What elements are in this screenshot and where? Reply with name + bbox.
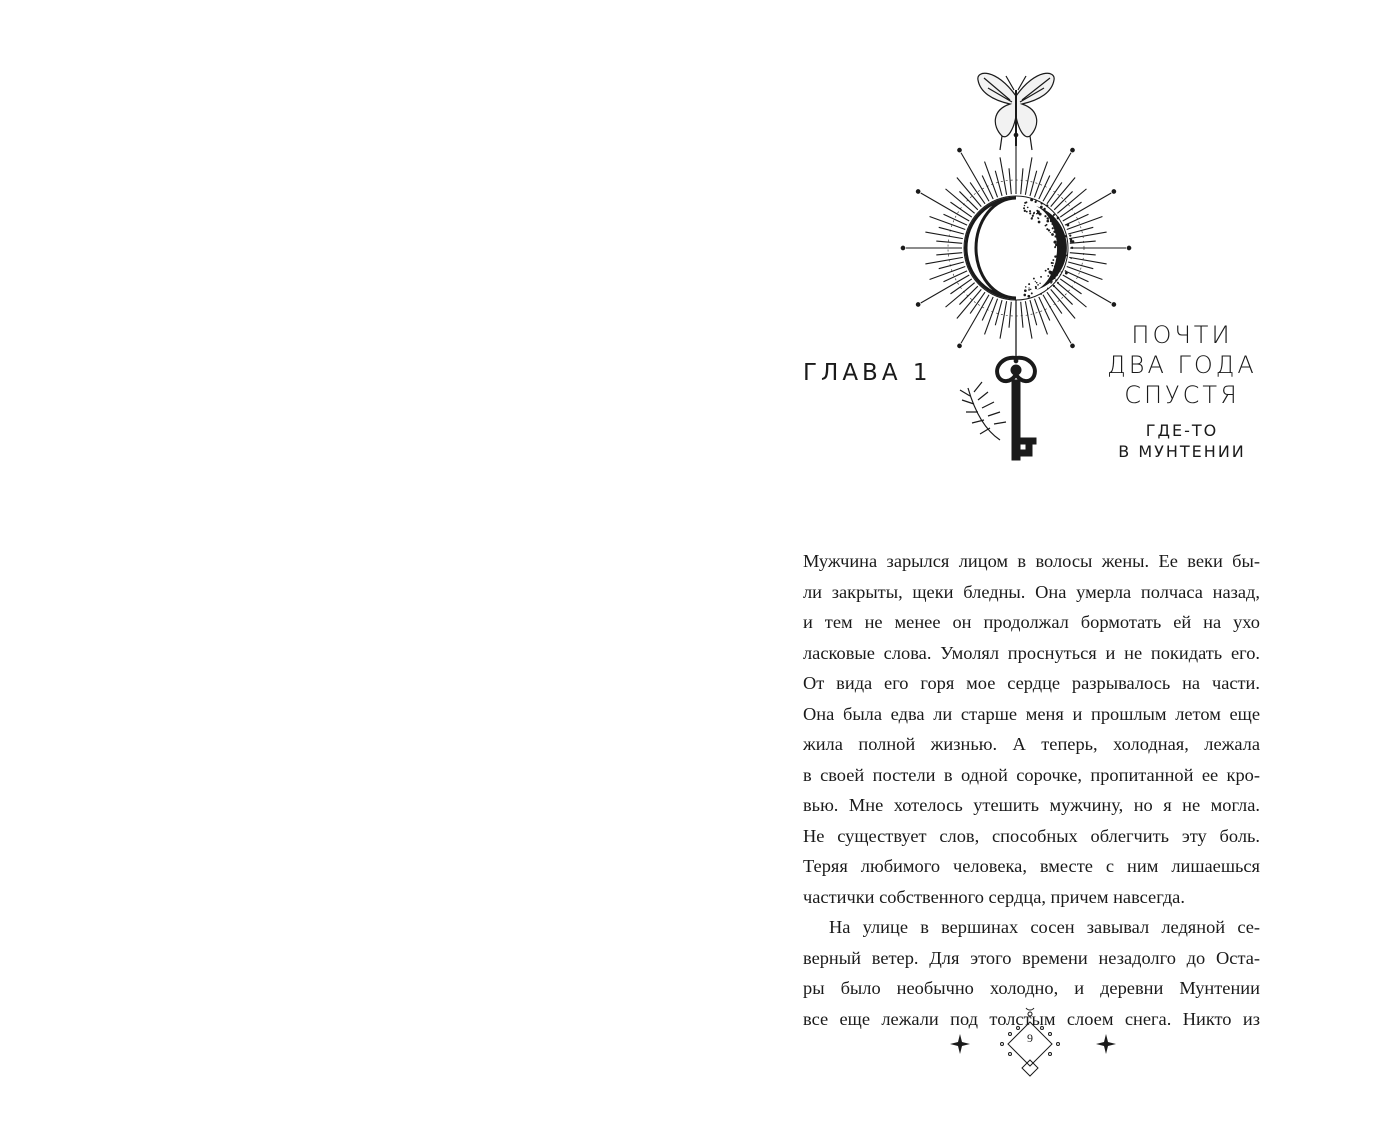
page-number: 9: [1027, 1031, 1033, 1045]
text-line: Не существует слов, способных облегчить эту боль.: [803, 825, 1260, 846]
text-line: верный ветер. Для этого времени незадолго до Оста-: [803, 947, 1260, 968]
text-line: ласковые слова. Умолял проснуться и не покидать его.: [803, 642, 1260, 663]
chapter-subtitle-line: В МУНТЕНИИ: [1118, 442, 1246, 461]
text-line: и тем не менее он продолжал бормотать ей на ухо: [803, 612, 1260, 632]
chapter-subtitle: [1092, 420, 1272, 462]
left-page-blank: [0, 0, 696, 1125]
text-line: ли закрыты, щеки бледны. Она умерла полчаса назад,: [803, 581, 1260, 602]
chapter-title-line: ДВА ГОДА: [1107, 351, 1257, 379]
text-line: вью. Мне хотелось утешить мужчину, но я не могла.: [803, 795, 1260, 815]
chapter-subtitle-line: ГДЕ-ТО: [1145, 421, 1219, 440]
text-line: Теряя любимого человека, вместе с ним лишаешься: [803, 856, 1260, 876]
text-line: все еще лежали под толстым слоем снега. Никто из: [803, 1008, 1260, 1029]
paragraph-1: [803, 546, 1260, 912]
sparkle-icon: [950, 1034, 970, 1054]
text-line: в своей постели в одной сорочке, пропитанной ее кро-: [803, 764, 1260, 785]
sparkle-icon: [1096, 1034, 1116, 1054]
text-line: От вида его горя мое сердце разрывалось на части.: [803, 673, 1260, 693]
fern-icon: [960, 382, 1006, 440]
chapter-title-line: ПОЧТИ: [1131, 321, 1233, 349]
text-line: жила полной жизнью. А теперь, холодная, лежала: [803, 734, 1260, 754]
text-line: частички собственного сердца, причем навсегда.: [803, 886, 1185, 907]
text-line: Мужчина зарылся лицом в волосы жены. Ее веки бы-: [803, 551, 1260, 571]
chapter-title-block: [1092, 320, 1272, 462]
body-text: [803, 546, 1260, 1034]
chapter-label: ГЛАВА 1: [803, 360, 932, 386]
text-line: Она была едва ли старше меня и прошлым летом еще: [803, 703, 1260, 724]
text-line: ры было необычно холодно, и деревни Мунтении: [803, 978, 1260, 998]
chapter-title-line: СПУСТЯ: [1124, 381, 1240, 409]
text-line: На улице в вершинах сосен завывал ледяной се-: [829, 917, 1260, 937]
